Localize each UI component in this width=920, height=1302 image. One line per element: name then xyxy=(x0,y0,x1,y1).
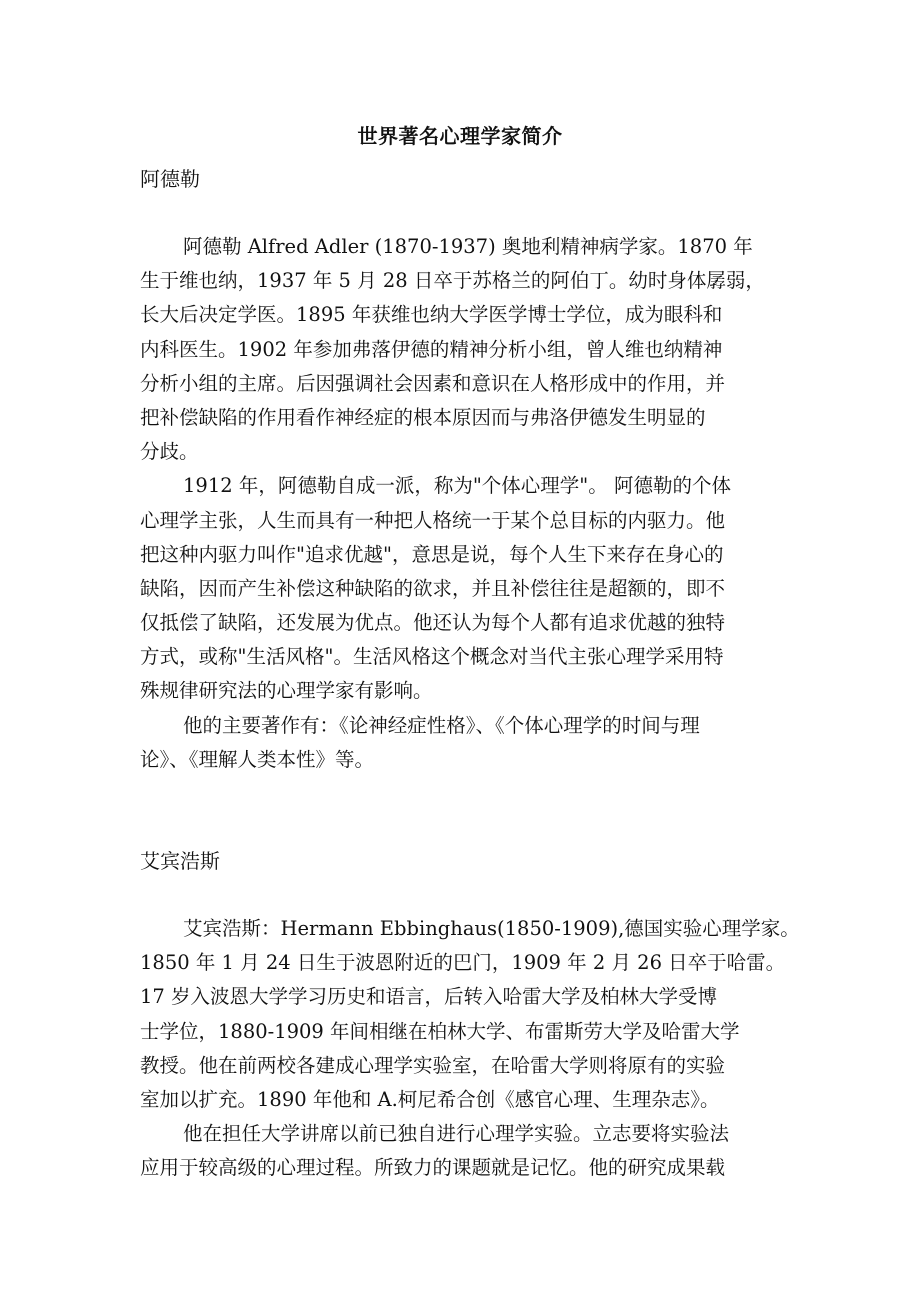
paragraph-line: 他的主要著作有：《论神经症性格》、《个体心理学的时间与理 xyxy=(183,713,700,737)
paragraph-line: 他在担任大学讲席以前已独自进行心理学实验。立志要将实验法 xyxy=(183,1122,730,1146)
paragraph-line: 分析小组的主席。后因强调社会因素和意识在人格形成中的作用，并 xyxy=(140,371,726,395)
paragraph-line: 室加以扩充。1890 年他和 A.柯尼希合创《感官心理、生理杂志》。 xyxy=(140,1087,720,1111)
paragraph-line: 生于维也纳，1937 年 5 月 28 日卒于苏格兰的阿伯丁。幼时身体孱弱， xyxy=(140,269,765,293)
paragraph-line: 殊规律研究法的心理学家有影响。 xyxy=(140,679,433,703)
section-body-ebbinghaus xyxy=(140,912,800,1186)
paragraph-line: 论》、《理解人类本性》等。 xyxy=(140,747,375,771)
paragraph-line: 长大后决定学医。1895 年获维也纳大学医学博士学位，成为眼科和 xyxy=(140,303,723,327)
paragraph-line: 把补偿缺陷的作用看作神经症的根本原因而与弗洛伊德发生明显的 xyxy=(140,405,706,429)
paragraph-line: 仅抵偿了缺陷，还发展为优点。他还认为每个人都有追求优越的独特 xyxy=(140,611,726,635)
paragraph-line: 心理学主张，人生而具有一种把人格统一于某个总目标的内驱力。他 xyxy=(140,508,726,532)
paragraph-line: 应用于较高级的心理过程。所致力的课题就是记忆。他的研究成果载 xyxy=(140,1156,726,1180)
paragraph-line: 1912 年，阿德勒自成一派，称为"个体心理学"。 阿德勒的个体 xyxy=(183,474,731,498)
paragraph-line: 艾宾浩斯：Hermann Ebbinghaus(1850-1909),德国实验心理学家。 xyxy=(183,917,800,940)
paragraph-line: 分歧。 xyxy=(140,440,199,464)
paragraph-line: 1850 年 1 月 24 日生于波恩附近的巴门，1909 年 2 月 26 日卒于哈雷。 xyxy=(140,951,786,975)
section-heading-adler: 阿德勒 xyxy=(140,167,200,191)
paragraph-line: 士学位，1880-1909 年间相继在柏林大学、布雷斯劳大学及哈雷大学 xyxy=(140,1019,740,1043)
section-heading-ebbinghaus: 艾宾浩斯 xyxy=(140,849,220,873)
paragraph-line: 缺陷，因而产生补偿这种缺陷的欲求，并且补偿往往是超额的，即不 xyxy=(140,576,726,600)
paragraph-line: 教授。他在前两校各建成心理学实验室，在哈雷大学则将原有的实验 xyxy=(140,1053,726,1077)
paragraph-line: 内科医生。1902 年参加弗落伊德的精神分析小组，曾人维也纳精神 xyxy=(140,337,723,361)
paragraph-line: 阿德勒 Alfred Adler (1870-1937) 奥地利精神病学家。1870 年 xyxy=(183,235,753,258)
section-body-adler xyxy=(140,230,790,777)
paragraph-line: 方式，或称"生活风格"。生活风格这个概念对当代主张心理学采用特 xyxy=(140,645,724,669)
paragraph-line: 17 岁入波恩大学学习历史和语言，后转入哈雷大学及柏林大学受博 xyxy=(140,985,718,1009)
paragraph-line: 把这种内驱力叫作"追求优越"，意思是说，每个人生下来存在身心的 xyxy=(140,542,724,566)
document-title: 世界著名心理学家简介 xyxy=(357,124,563,148)
